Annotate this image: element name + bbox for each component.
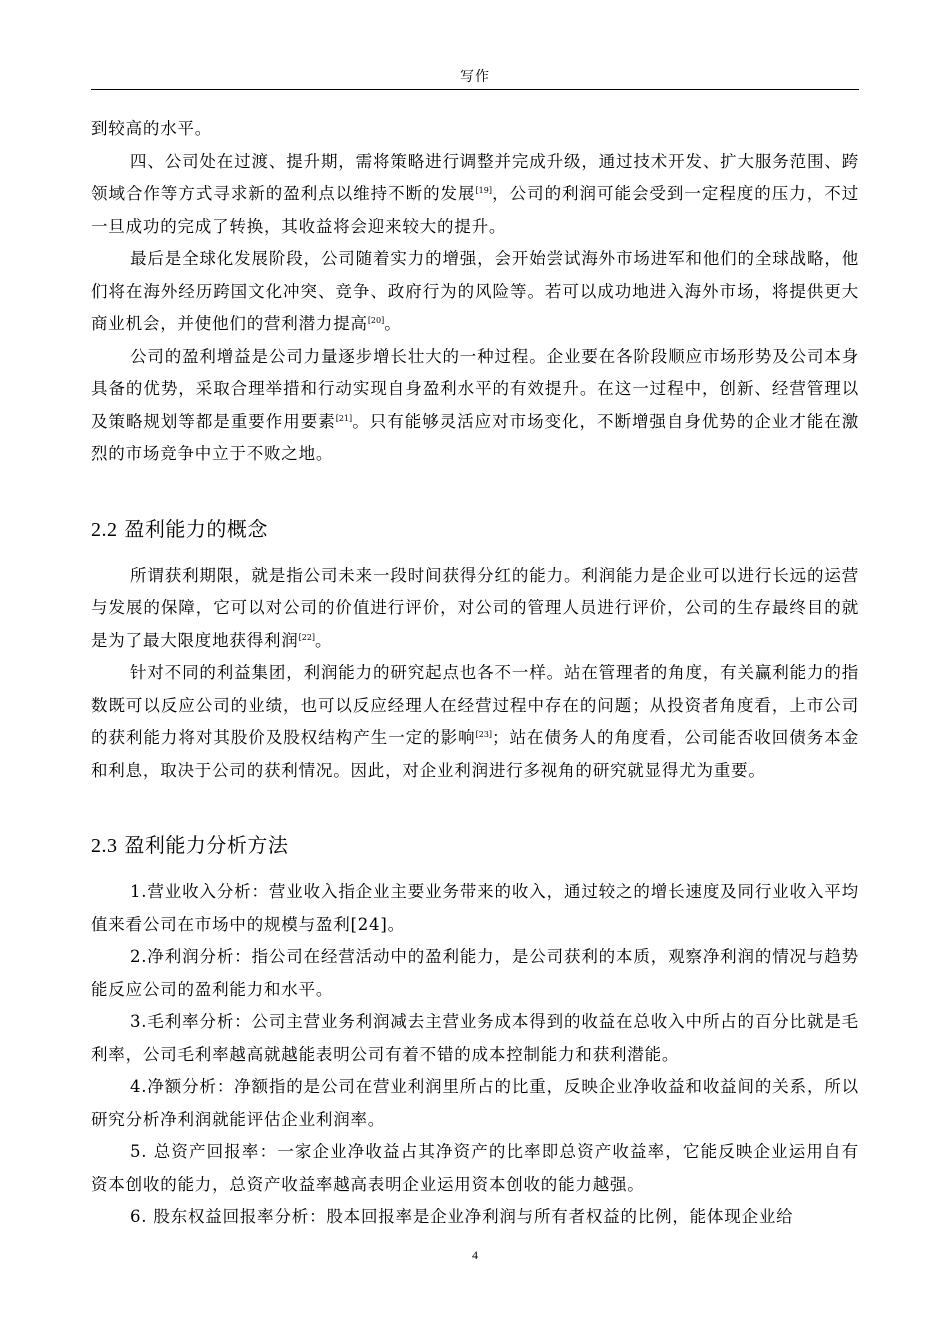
list-item: 2.净利润分析：指公司在经营活动中的盈利能力，是公司获利的本质，观察净利润的情况与趋势能反应公司的盈利能力和水平。 xyxy=(91,947,859,999)
section-heading-2-2 xyxy=(91,515,859,544)
header-divider xyxy=(91,89,859,90)
list-item: 6. 股东权益回报率分析：股本回报率是企业净利润与所有者权益的比例，能体现企业给 xyxy=(130,1207,794,1226)
citation-ref[interactable]: [21] xyxy=(335,413,353,423)
list-item: 3.毛利率分析：公司主营业务利润减去主营业务成本得到的收益在总收入中所占的百分比就是毛利率，公司毛利率越高就越能表明公司有着不错的成本控制能力和获利潜能。 xyxy=(91,1012,859,1064)
document-body xyxy=(91,113,859,1234)
paragraph: 所谓获利期限，就是指公司未来一段时间获得分红的能力。利润能力是企业可以进行长远的运营与发展的保障，它可以对公司的价值进行评价，对公司的管理人员进行评价，公司的生存最终目的就是为了最大限度地获得利润[22]。 xyxy=(91,565,859,650)
section-number: 2.2 xyxy=(91,518,118,541)
citation-ref[interactable]: [23] xyxy=(475,730,493,739)
citation-ref[interactable]: [22] xyxy=(298,632,316,642)
citation-ref[interactable]: [20] xyxy=(367,316,385,325)
section-title: 盈利能力分析方法 xyxy=(124,833,289,857)
paragraph: 针对不同的利益集团，利润能力的研究起点也各不一样。站在管理者的角度，有关赢利能力的指数既可以反应公司的业绩，也可以反应经理人在经营过程中存在的问题；从投资者角度看，上市公司的获利能力将对其股价及股权结构产生一定的影响[23]；站在债务人的角度看，公司能否收回债务本金和利息，取决于公司的获利情况。因此，对企业利润进行多视角的研究就显得尤为重要。 xyxy=(91,663,859,780)
section-title: 盈利能力的概念 xyxy=(124,516,268,541)
list-item: 5. 总资产回报率：一家企业净收益占其净资产的比率即总资产收益率，它能反映企业运用自有资本创收的能力，总资产收益率越高表明企业运用资本创收的能力越强。 xyxy=(91,1142,859,1194)
list-item: 1.营业收入分析：营业收入指企业主要业务带来的收入，通过较之的增长速度及同行业收入平均值来看公司在市场中的规模与盈利[24]。 xyxy=(91,882,859,934)
paragraph: 四、公司处在过渡、提升期，需将策略进行调整并完成升级，通过技术开发、扩大服务范围、跨领域合作等方式寻求新的盈利点以维持不断的发展[19]，公司的利润可能会受到一定程度的压力，不过一旦成功的完成了转换，其收益将会迎来较大的提升。 xyxy=(91,151,859,236)
section-heading-2-3 xyxy=(91,831,859,860)
list-item: 4.净额分析：净额指的是公司在营业利润里所占的比重，反映企业净收益和收益间的关系，所以研究分析净利润就能评估企业利润率。 xyxy=(91,1077,859,1129)
paragraph: 公司的盈利增益是公司力量逐步增长壮大的一种过程。企业要在各阶段顺应市场形势及公司本身具备的优势，采取合理举措和行动实现自身盈利水平的有效提升。在这一过程中，创新、经营管理以及策略规划等都是重要作用要素[21]。只有能够灵活应对市场变化，不断增强自身优势的企业才能在激烈的市场竞争中立于不败之地。 xyxy=(91,346,859,463)
page-header: 写作 xyxy=(460,69,490,85)
citation-ref[interactable]: [19] xyxy=(475,186,492,195)
paragraph: 到较高的水平。 xyxy=(91,119,213,138)
section-number: 2.3 xyxy=(91,835,118,857)
paragraph: 最后是全球化发展阶段，公司随着实力的增强，会开始尝试海外市场进军和他们的全球战略，他们将在海外经历跨国文化冲突、竞争、政府行为的风险等。若可以成功地进入海外市场，将提供更大商业机会，并使他们的营利潜力提高[20]。 xyxy=(91,249,859,333)
page-number: 4 xyxy=(472,1248,478,1262)
